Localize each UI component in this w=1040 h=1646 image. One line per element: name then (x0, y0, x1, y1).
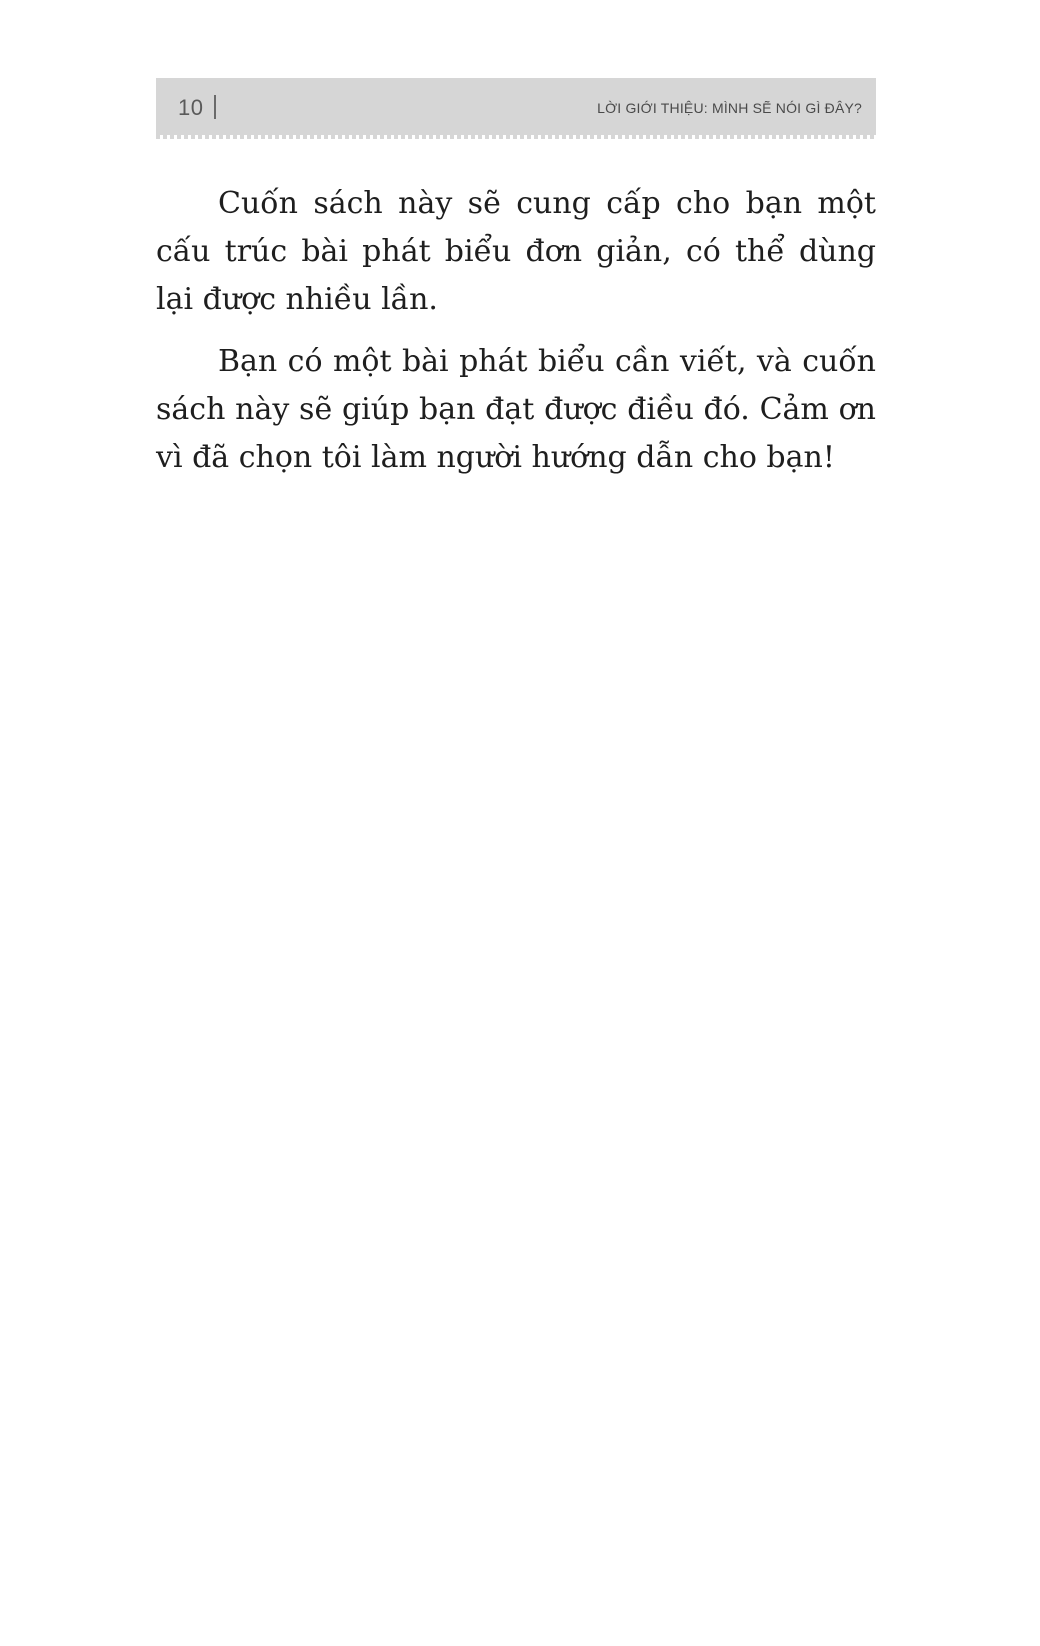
running-title: LỜI GIỚI THIỆU: MÌNH SẼ NÓI GÌ ĐÂY? (597, 100, 862, 116)
paragraph: Bạn có một bài phát biểu cần viết, và cuốn sách này sẽ giúp bạn đạt được điều đó. Cảm ơn vì đã chọn tôi làm người hướng dẫn cho bạn! (156, 344, 876, 475)
page-header (156, 78, 876, 136)
header-divider (214, 95, 216, 119)
page-number: 10 (178, 95, 204, 120)
body-text (156, 180, 876, 496)
paragraph: Cuốn sách này sẽ cung cấp cho bạn một cấu trúc bài phát biểu đơn giản, có thể dùng lại được nhiều lần. (156, 186, 876, 317)
